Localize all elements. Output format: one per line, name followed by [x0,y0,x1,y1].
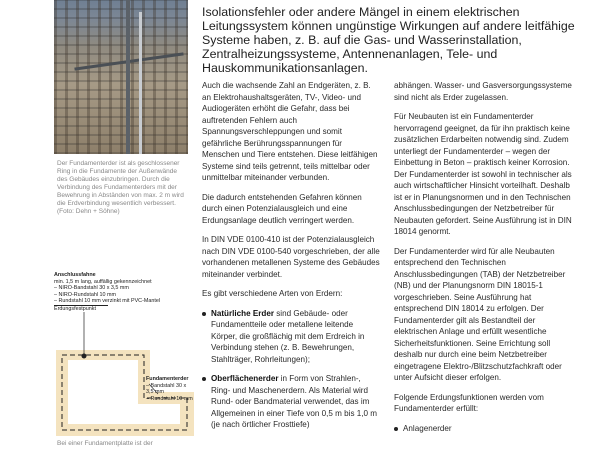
paragraph: Für Neubauten ist ein Fundamenterder hervorragend geeignet, da für ihn praktisch keine zusätzlichen Erdarbeiten notwendig sind. Zudem unterliegt der Fundamenterder – wegen der Einbettung in Beton – praktisch keiner Korrosion. Der Fundamenterder ist sowohl in technischer als auch wirtschaftlicher Hinsicht vorteilhaft. Deshalb ist er in Planungsnormen und in den Technischen Anschlussbedingungen der Netzbetreiber für Neubauten gefordert. Seine Ausführung ist in DIN 18014 genormt. [394,112,572,236]
paragraph: Die dadurch entstehenden Gefahren können durch einen Potenzialausgleich und eine Erdungsanlage deutlich verringert werden. [202,192,362,225]
paragraph: abhängen. Wasser- und Gasversorgungssysteme sind nicht als Erder zugelassen. [394,81,572,102]
foundation-earth-diagram [54,272,194,436]
diagram-title: Anschlussfahne [54,272,96,278]
diagram-line: Erdungsfestpunkt [54,305,108,313]
paragraph: In DIN VDE 0100-410 ist der Potenzialausgleich nach DIN VDE 0100-540 vorgeschrieben, der alle vorhandenen metallenen Systeme des Gebäudes miteinander verbindet. [202,235,380,279]
diagram-line: min. 1,5 m lang, auffällig gekennzeichnet [54,278,152,285]
diagram-caption: Bei einer Fundamentplatte ist der [57,440,153,447]
photo-caption: Der Fundamenterder ist als geschlossener Ring in die Fundamente der Außenwände des Gebäudes einzubringen. Durch die Verbindung des Fundamenterders mit der Bewehrung in Abständen von max. 2 m wird die Erdverbindung wesentlich verbessert. (Foto: Dehn + Söhne) [57,160,184,215]
diagram-line: – Rundstahl 10 mm verzinkt mit PVC-Mantel [54,298,161,305]
paragraph: Es gibt verschiedene Arten von Erdern: [202,289,343,298]
foundation-photo [54,0,188,154]
text-column-left [202,80,380,439]
fund-title: Fundamenterder [146,376,189,382]
bullet-term: Natürliche Erder [211,308,274,318]
bullet-text: in Form von Strahlen-, Ring- und Maschenerdern. Als Material wird Rund- oder Bandmaterial verwendet, das im Allgemeinen in einer Tiefe von 0,5 m bis 1,0 m (je nach örtlicher Frosttiefe) [211,374,378,429]
bullet-term: Oberflächenerder [211,374,279,383]
fund-line: – Rundstahl 10 mm [146,395,193,402]
paragraph: Der Fundamenterder wird für alle Neubauten entsprechend den Technischen Anschlussbedingungen (TAB) der Netzbetreiber (NB) und der Planungsnorm DIN 18015-1 vorgeschrieben. Seine Ausführung hat entsprechend DIN 18014 zu erfolgen. Der Fundamenterder gilt als Bestandteil der elektrischen Anlage und erfüllt wesentliche Sicherheitsfunktionen. Seine Errichtung soll deshalb nur durch eine beim Netzbetreiber eingetragene Elektro-/Blitzschutzfachkraft oder unter Aufsicht dieser erfolgen. [394,246,566,382]
bullet-surface-earth [202,373,380,431]
diagram-line: – NIRO-Rundstahl 10 mm [54,291,117,298]
fund-line: – Bandstahl 30 x 3,5 mm [146,382,187,396]
lead-paragraph: Isolationsfehler oder andere Mängel in einem elektrischen Leitungssystem können ungünstige Wirkungen auf andere leitfähige Systeme haben, z. B. auf die Gas- und Wasserinstallation, Zentralheizungssysteme, Antennenanlagen, Tele- und Hauskommunikationsanlagen. [202,5,575,75]
bullet-natural-earth [202,308,380,366]
text-column-right [394,80,574,442]
bullet-system-earth: Anlagenerder [394,423,574,435]
paragraph: Folgende Erdungsfunktionen werden vom Fundamenterder erfüllt: [394,392,544,413]
bullet-text: sind Gebäude- oder Fundamentteile oder metallene leitende Körper, die großflächig mit dem Erdreich in Verbindung stehen (z. B. Bewehrungen, Stahlträger, Rohrleitungen); [211,308,365,364]
diagram-line: – NIRO-Bandstahl 30 x 3,5 mm [54,285,129,292]
connection-lug-label [54,272,192,313]
foundation-earth-label [146,376,194,402]
paragraph: Auch die wachsende Zahl an Endgeräten, z. B. an Elektrohaushaltsgeräten, TV-, Video- und Audiogeräten erhöht die Gefahr, dass bei auftretenden Fehlern auch Spannungsverschleppungen und somit gefährliche Berührungsspannungen für Menschen und Tiere entstehen. Diese leitfähigen Systeme sind teils getrennt, teils mittelbar oder unmittelbar miteinander verbunden. [202,81,378,182]
